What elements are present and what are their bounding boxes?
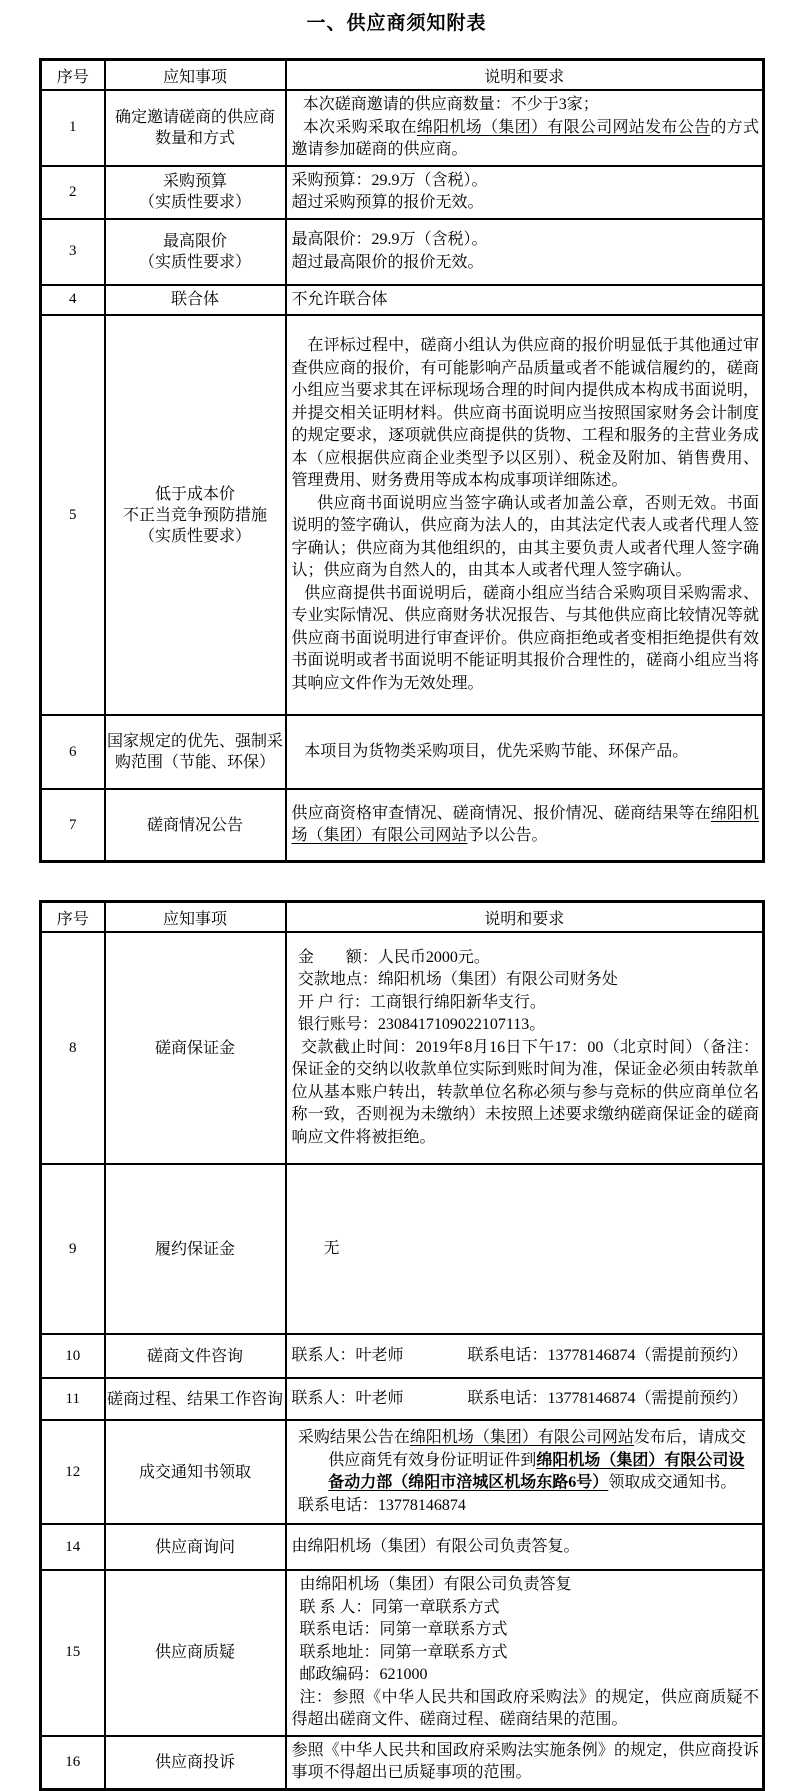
table-row — [41, 90, 764, 166]
item-line: （实质性要求） — [138, 527, 251, 545]
item-line: 确定邀请磋商的供应商 — [114, 108, 275, 126]
text-segment: 联系电话：13778146874 — [297, 1496, 466, 1514]
item-line: 成交通知书领取 — [138, 1463, 251, 1481]
serial-number-cell: 5 — [41, 315, 105, 715]
text-segment: 在评标过程中，磋商小组认为供应商的报价明显低于其他通过审查供应商的报价，有可能影响产品质量或者不能诚信履约的，磋商小组应当要求其在评标现场合理的时间内提供成本构成书面说明，并提交相关证明材料。供应商书面说明应当按照国家财务会计制度的规定要求，逐项就供应商提供的货物、工程和服务的主营业务成本（应根据供应商企业类型予以区别）、税金及附加、销售费用、管理费用、财务费用等成本构成事项详细陈述。 — [291, 337, 759, 489]
item-line: 购范围（节能、环保） — [114, 754, 275, 771]
header-cell: 应知事项 — [105, 60, 286, 91]
text-segment: 超过最高限价的报价无效。 — [291, 253, 484, 271]
paragraph — [292, 1536, 760, 1559]
text-segment: 领取成交通知书。 — [608, 1474, 737, 1491]
paragraph — [292, 1574, 760, 1597]
serial-number-cell: 15 — [41, 1570, 105, 1736]
text-segment: 参照《中华人民共和国政府采购法实施条例》的规定，供应商投诉事项不得超出已质疑事项的范围。 — [291, 1741, 759, 1781]
paragraph — [292, 94, 760, 117]
serial-number-cell: 4 — [41, 285, 105, 316]
serial-number-cell: 1 — [41, 90, 105, 166]
text-segment: 发布后，请成交 — [633, 1429, 746, 1446]
item-cell — [105, 1524, 286, 1570]
table-row — [41, 1570, 764, 1736]
text-segment: 联系地址：同第一章联系方式 — [299, 1643, 508, 1661]
paragraph — [292, 1664, 760, 1687]
serial-number-cell: 11 — [41, 1378, 105, 1420]
requirements-cell — [286, 1420, 764, 1524]
item-cell — [105, 715, 286, 789]
paragraph — [292, 1238, 760, 1261]
text-segment: 予以公告。 — [467, 827, 548, 844]
table-row — [41, 932, 764, 1164]
paragraph — [292, 117, 760, 162]
text-segment: 供应商提供书面说明后，磋商小组应当结合采购项目采购需求、专业实际情况、供应商财务状况报告、与其他供应商比较情况等就供应商书面说明进行审查评价。供应商拒绝或者变相拒绝提供有效书面说明或者书面说明不能证明其报价合理性的，磋商小组应当将其响应文件作为无效处理。 — [291, 584, 759, 692]
requirements-cell — [286, 932, 764, 1164]
item-line: 国家规定的优先、强制采 — [106, 733, 283, 750]
text-segment: 开 户 行：工商银行绵阳新华支行。 — [297, 993, 546, 1011]
table-2-body — [41, 932, 764, 1789]
requirements-cell — [286, 1378, 764, 1420]
item-cell — [105, 285, 286, 316]
item-line: 供应商询问 — [154, 1538, 235, 1556]
table-row — [41, 1736, 764, 1790]
header-cell: 说明和要求 — [286, 902, 764, 933]
text-segment: 联系人：叶老师 联系电话：13778146874（需提前预约） — [291, 1389, 748, 1407]
paragraph — [292, 1427, 760, 1450]
serial-number-cell: 12 — [41, 1420, 105, 1524]
item-cell — [105, 1334, 286, 1378]
item-cell — [105, 932, 286, 1164]
item-line: 数量和方式 — [154, 129, 235, 147]
header-cell: 序号 — [41, 902, 105, 933]
requirements-cell — [286, 1334, 764, 1378]
item-line: 履约保证金 — [154, 1240, 235, 1258]
paragraph — [292, 583, 760, 696]
serial-number-cell: 3 — [41, 219, 105, 285]
text-segment: 由绵阳机场（集团）有限公司负责答复 — [299, 1576, 572, 1593]
text-segment: 无 — [323, 1239, 340, 1257]
table-row — [41, 219, 764, 285]
requirements-cell — [286, 1570, 764, 1736]
text-segment: 银行账号：2308417109022107113。 — [297, 1016, 546, 1034]
text-segment: 的方式邀请参加磋商的供应商。 — [291, 118, 759, 158]
text-segment: 供应商资格审查情况、磋商情况、报价情况、磋商结果等在 — [291, 804, 711, 822]
item-line: 供应商投诉 — [154, 1753, 235, 1771]
text-segment: 供应商书面说明应当签字确认或者加盖公章，否则无效。书面说明的签字确认，供应商为法人的，由其法定代表人或者代理人签字确认；供应商为其他组织的，由其主要负责人或者代理人签字确认；供应商为自然人的，由其本人或者代理人签字确认。 — [291, 494, 759, 579]
requirements-cell — [286, 315, 764, 715]
paragraph — [292, 1495, 760, 1518]
table-1-head — [41, 60, 764, 91]
serial-number-cell: 16 — [41, 1736, 105, 1790]
paragraph — [292, 1740, 760, 1785]
table-row — [41, 789, 764, 862]
text-segment: 本项目为货物类采购项目，优先采购节能、环保产品。 — [304, 742, 689, 760]
text-segment: 供应商凭有效身份证明证件到 — [328, 1451, 537, 1469]
item-line: 联合体 — [170, 291, 219, 309]
item-cell — [105, 90, 286, 166]
table-2-head — [41, 902, 764, 933]
text-segment: 不允许联合体 — [291, 290, 388, 308]
paragraph — [292, 1450, 760, 1473]
item-cell — [105, 1420, 286, 1524]
item-cell — [105, 219, 286, 285]
text-segment: 备动力部（绵阳市涪城区机场东路6号） — [328, 1474, 609, 1491]
item-line: （实质性要求） — [138, 253, 251, 271]
text-segment: 超过采购预算的报价无效。 — [291, 194, 484, 211]
paragraph — [292, 192, 760, 215]
table-row — [41, 285, 764, 316]
item-cell — [105, 1164, 286, 1334]
paragraph — [292, 1642, 760, 1665]
requirements-cell — [286, 715, 764, 789]
table-row — [41, 1164, 764, 1334]
requirements-cell — [286, 1524, 764, 1570]
text-segment: 金 额：人民币2000元。 — [297, 948, 490, 966]
item-cell — [105, 789, 286, 862]
text-segment: 联系电话：同第一章联系方式 — [299, 1621, 508, 1638]
paragraph — [292, 1388, 760, 1411]
supplier-notice-table-1 — [39, 58, 765, 863]
item-line: 最高限价 — [162, 232, 227, 250]
table-row — [41, 1334, 764, 1378]
item-line: 磋商文件咨询 — [146, 1347, 243, 1365]
item-line: 不正当竞争预防措施 — [122, 506, 267, 524]
text-segment: 绵阳机场（集团）有限公司网站 — [291, 804, 759, 844]
requirements-cell — [286, 1164, 764, 1334]
table-row — [41, 315, 764, 715]
text-segment: 采购结果公告在 — [297, 1429, 410, 1446]
paragraph — [292, 493, 760, 583]
paragraph — [292, 947, 760, 970]
serial-number-cell: 8 — [41, 932, 105, 1164]
text-segment: 邮政编码：621000 — [299, 1666, 428, 1683]
table-1-body — [41, 90, 764, 862]
text-segment: 绵阳机场（集团）有限公司网站 — [409, 1429, 634, 1446]
table-row — [41, 1378, 764, 1420]
paragraph — [292, 1619, 760, 1642]
item-line: 供应商质疑 — [154, 1644, 235, 1662]
text-segment: 联系人：叶老师 联系电话：13778146874（需提前预约） — [291, 1346, 748, 1364]
header-cell: 应知事项 — [105, 902, 286, 933]
paragraph — [292, 335, 760, 493]
requirements-cell — [286, 219, 764, 285]
page-title: 一、供应商须知附表 — [306, 13, 487, 34]
paragraph — [292, 1597, 760, 1620]
paragraph — [292, 1014, 760, 1037]
item-cell — [105, 1570, 286, 1736]
table-header-row — [41, 60, 764, 91]
requirements-cell — [286, 1736, 764, 1790]
requirements-cell — [286, 789, 764, 862]
paragraph — [292, 803, 760, 848]
paragraph — [292, 969, 760, 992]
requirements-cell — [286, 166, 764, 219]
item-line: 磋商保证金 — [154, 1039, 235, 1057]
text-segment: 联 系 人：同第一章联系方式 — [299, 1598, 500, 1616]
requirements-cell — [286, 285, 764, 316]
text-segment: 本次磋商邀请的供应商数量：不少于3家； — [302, 96, 599, 113]
item-line: 采购预算 — [162, 173, 227, 190]
paragraph — [292, 741, 760, 764]
table-header-row — [41, 902, 764, 933]
item-cell — [105, 315, 286, 715]
paragraph — [292, 229, 760, 252]
text-segment: 交款地点：绵阳机场（集团）有限公司财务处 — [297, 971, 618, 989]
text-segment: 绵阳机场（集团）有限公司设 — [536, 1451, 745, 1469]
table-row — [41, 1524, 764, 1570]
serial-number-cell: 7 — [41, 789, 105, 862]
requirements-cell — [286, 90, 764, 166]
text-segment: 交款截止时间：2019年8月16日下午17：00（北京时间）（备注：保证金的交纳以收款单位实际到账时间为准，保证金必须由转款单位从基本账户转出，转款单位名称必须与参与竞标的供应商单位名称一致，否则视为未缴纳）未按照上述要求缴纳磋商保证金的磋商响应文件将被拒绝。 — [291, 1038, 759, 1146]
table-row — [41, 1420, 764, 1524]
paragraph — [292, 1037, 760, 1150]
header-cell: 说明和要求 — [286, 60, 764, 91]
paragraph — [292, 1687, 760, 1732]
serial-number-cell: 9 — [41, 1164, 105, 1334]
text-segment: 绵阳机场（集团）有限公司网站发布公告 — [416, 118, 711, 136]
paragraph — [292, 1472, 760, 1495]
text-segment: 由绵阳机场（集团）有限公司负责答复。 — [291, 1537, 580, 1555]
item-line: 磋商过程、结果工作咨询 — [106, 1390, 283, 1408]
text-segment: 本次采购采取在 — [302, 118, 417, 136]
paragraph — [292, 289, 760, 312]
item-line: 磋商情况公告 — [146, 816, 243, 834]
serial-number-cell: 6 — [41, 715, 105, 789]
item-line: （实质性要求） — [138, 194, 251, 211]
paragraph — [292, 1345, 760, 1368]
item-cell — [105, 1736, 286, 1790]
paragraph — [292, 252, 760, 275]
item-cell — [105, 166, 286, 219]
text-segment: 最高限价：29.9万（含税）。 — [291, 231, 488, 248]
paragraph — [292, 170, 760, 193]
table-row — [41, 166, 764, 219]
item-line: 低于成本价 — [154, 485, 235, 503]
paragraph — [292, 992, 760, 1015]
table-row — [41, 715, 764, 789]
serial-number-cell: 10 — [41, 1334, 105, 1378]
supplier-notice-table-2 — [39, 900, 765, 1791]
item-cell — [105, 1378, 286, 1420]
serial-number-cell: 14 — [41, 1524, 105, 1570]
header-cell: 序号 — [41, 60, 105, 91]
text-segment: 采购预算：29.9万（含税）。 — [291, 171, 488, 189]
text-segment: 注：参照《中华人民共和国政府采购法》的规定，供应商质疑不得超出磋商文件、磋商过程、磋商结果的范围。 — [291, 1688, 759, 1728]
serial-number-cell: 2 — [41, 166, 105, 219]
